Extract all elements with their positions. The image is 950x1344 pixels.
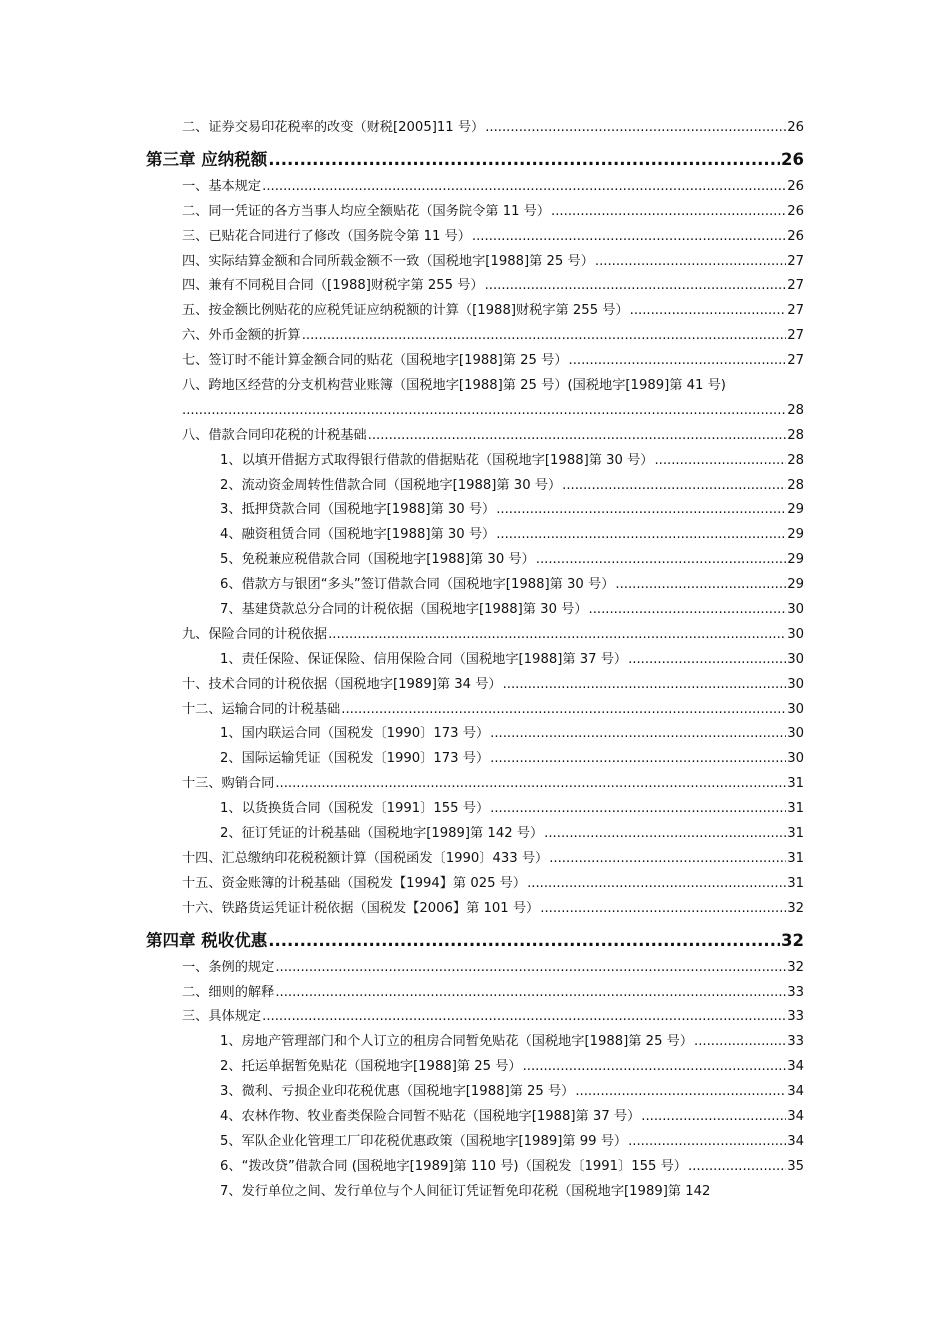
toc-page-number: 30 xyxy=(787,726,804,742)
toc-page-number: 33 xyxy=(787,1034,804,1050)
toc-subentry[interactable] xyxy=(0,1055,950,1080)
toc-entry-title: 一、条例的规定 xyxy=(182,959,275,975)
toc-leader-dots xyxy=(503,673,787,698)
toc-page-number: 28 xyxy=(787,402,804,418)
toc-entry-title: 1、国内联运合同（国税发〔1990〕173 号） xyxy=(220,726,490,742)
toc-entry-title: 1、责任保险、保证保险、信用保险合同（国税地字[1988]第 37 号） xyxy=(220,651,628,667)
toc-entry[interactable] xyxy=(0,349,950,374)
toc-page-number: 27 xyxy=(787,328,804,344)
toc-page-number: 27 xyxy=(787,353,804,369)
toc-entry-title: 三、具体规定 xyxy=(182,1009,262,1025)
toc-page-number: 34 xyxy=(787,1108,804,1124)
toc-page-number: 27 xyxy=(787,253,804,269)
toc-entry-title: 六、外币金额的折算 xyxy=(182,328,301,344)
toc-entry-title: 十三、购销合同 xyxy=(182,776,275,792)
toc-entry-title: 6、借款方与银团“多头”签订借款合同（国税地字[1988]第 30 号） xyxy=(220,577,615,593)
toc-leader-dots xyxy=(328,623,786,648)
toc-leader-dots xyxy=(268,926,780,956)
toc-entry-title: 7、基建贷款总分合同的计税依据（国税地字[1988]第 30 号） xyxy=(220,602,588,618)
toc-entry[interactable] xyxy=(0,175,950,200)
toc-entry-title: 3、微利、亏损企业印花税优惠（国税地字[1988]第 25 号） xyxy=(220,1084,575,1100)
toc-entry-title: 十四、汇总缴纳印花税税额计算（国税函发〔1990〕433 号） xyxy=(182,850,549,866)
toc-entry-title: 八、借款合同印花税的计税基础 xyxy=(182,427,367,443)
toc-leader-dots xyxy=(485,116,786,141)
toc-page-number: 34 xyxy=(787,1133,804,1149)
toc-entry-title: 五、按金额比例贴花的应税凭证应纳税额的计算（[1988]财税字第 255 号） xyxy=(182,303,629,319)
toc-page-number: 30 xyxy=(787,676,804,692)
toc-entry[interactable] xyxy=(0,772,950,797)
toc-leader-dots xyxy=(275,772,786,797)
toc-entry-title: 4、农林作物、牧业畜类保险合同暂不贴花（国税地字[1988]第 37 号） xyxy=(220,1108,641,1124)
toc-entry-title: 十五、资金账簿的计税基础（国税发【1994】第 025 号） xyxy=(182,875,527,891)
toc-entry-title: 二、细则的解释 xyxy=(182,984,275,1000)
toc-leader-dots xyxy=(628,648,786,673)
toc-leader-dots xyxy=(341,698,786,723)
toc-entry-title: 2、国际运输凭证（国税发〔1990〕173 号） xyxy=(220,751,490,767)
toc-entry-wrapped-title[interactable] xyxy=(0,374,950,399)
toc-leader-dots xyxy=(485,274,787,299)
toc-leader-dots xyxy=(262,1005,786,1030)
toc-page-number: 31 xyxy=(787,875,804,891)
toc-subentry[interactable] xyxy=(0,598,950,623)
toc-page-number: 29 xyxy=(787,552,804,568)
toc-subentry[interactable] xyxy=(0,747,950,772)
toc-page-number: 28 xyxy=(787,427,804,443)
toc-entry[interactable] xyxy=(0,981,950,1006)
toc-page-number: 33 xyxy=(787,1009,804,1025)
toc-entry[interactable] xyxy=(0,872,950,897)
toc-leader-dots xyxy=(549,847,786,872)
toc-entry-title: 1、以货换货合同（国税发〔1991〕155 号） xyxy=(220,801,490,817)
toc-entry-title: 7、发行单位之间、发行单位与个人间征订凭证暂免印花税（国税地字[1989]第 142 xyxy=(220,1183,711,1199)
toc-page-number: 26 xyxy=(787,178,804,194)
toc-entry[interactable] xyxy=(0,698,950,723)
toc-entry[interactable] xyxy=(0,1005,950,1030)
toc-entry-title: 1、房地产管理部门和个人订立的租房合同暂免贴花（国税地字[1988]第 25 号） xyxy=(220,1034,694,1050)
toc-leader-dots xyxy=(540,897,786,922)
toc-leader-dots xyxy=(527,872,786,897)
toc-entry-title: 十六、铁路货运凭证计税依据（国税发【2006】第 101 号） xyxy=(182,900,540,916)
toc-entry-title: 十二、运输合同的计税基础 xyxy=(182,701,341,717)
toc-leader-dots xyxy=(490,797,786,822)
toc-leader-dots xyxy=(544,822,786,847)
toc-entry[interactable] xyxy=(0,116,950,141)
toc-leader-dots xyxy=(523,1055,787,1080)
toc-subentry[interactable] xyxy=(0,573,950,598)
toc-entry-title: 四、兼有不同税目合同（[1988]财税字第 255 号） xyxy=(182,278,484,294)
toc-entry-title: 1、以填开借据方式取得银行借款的借据贴花（国税地字[1988]第 30 号） xyxy=(220,452,654,468)
toc-page-number: 27 xyxy=(787,303,804,319)
toc-page-number: 29 xyxy=(787,577,804,593)
toc-leader-dots xyxy=(562,474,786,499)
toc-subentry[interactable] xyxy=(0,822,950,847)
toc-entry-title: 四、实际结算金额和合同所载金额不一致（国税地字[1988]第 25 号） xyxy=(182,253,594,269)
toc-page-number: 30 xyxy=(787,751,804,767)
toc-page-number: 34 xyxy=(787,1084,804,1100)
table-of-contents xyxy=(0,116,950,1205)
toc-page-number: 30 xyxy=(787,626,804,642)
toc-entry-title: 一、基本规定 xyxy=(182,178,262,194)
toc-entry[interactable] xyxy=(0,623,950,648)
toc-entry[interactable] xyxy=(0,424,950,449)
toc-leader-dots xyxy=(615,573,786,598)
toc-page-number: 32 xyxy=(787,900,804,916)
toc-page-number: 30 xyxy=(787,701,804,717)
toc-leader-dots xyxy=(551,200,786,225)
toc-page-number: 30 xyxy=(787,602,804,618)
toc-page-number: 27 xyxy=(787,278,804,294)
toc-page-number: 26 xyxy=(787,120,804,135)
toc-entry-title: 5、免税兼应税借款合同（国税地字[1988]第 30 号） xyxy=(220,552,535,568)
toc-entry[interactable] xyxy=(0,250,950,275)
toc-entry-title: 3、抵押贷款合同（国税地字[1988]第 30 号） xyxy=(220,502,496,518)
toc-leader-dots xyxy=(275,981,786,1006)
toc-page-number: 26 xyxy=(787,228,804,244)
toc-entry-title: 二、证券交易印花税率的改变（财税[2005]11 号） xyxy=(182,120,485,135)
toc-page-number: 30 xyxy=(787,651,804,667)
toc-leader-dots xyxy=(182,399,786,424)
toc-page-number: 26 xyxy=(781,149,804,169)
toc-page-number: 26 xyxy=(787,203,804,219)
toc-page-number: 33 xyxy=(787,984,804,1000)
toc-entry[interactable] xyxy=(0,200,950,225)
toc-subentry[interactable] xyxy=(0,474,950,499)
toc-leader-dots xyxy=(589,598,787,623)
toc-subentry[interactable] xyxy=(0,1080,950,1105)
toc-entry-title: 6、“拨改贷”借款合同 (国税地字[1989]第 110 号)（国税发〔1991〕155 号） xyxy=(220,1158,687,1174)
toc-leader-dots xyxy=(569,349,787,374)
toc-subentry[interactable] xyxy=(0,1030,950,1055)
toc-leader-dots xyxy=(641,1105,786,1130)
toc-subentry[interactable] xyxy=(0,797,950,822)
toc-entry-title: 七、签订时不能计算金额合同的贴花（国税地字[1988]第 25 号） xyxy=(182,353,568,369)
toc-subentry[interactable] xyxy=(0,548,950,573)
toc-entry[interactable] xyxy=(0,324,950,349)
toc-chapter-title: 第四章 税收优惠 xyxy=(146,930,268,950)
toc-entry[interactable] xyxy=(0,956,950,981)
toc-entry-title: 二、同一凭证的各方当事人均应全额贴花（国务院令第 11 号） xyxy=(182,203,551,219)
toc-page-number: 28 xyxy=(787,477,804,493)
toc-leader-dots xyxy=(595,250,786,275)
toc-subentry[interactable] xyxy=(0,722,950,747)
toc-page-number: 29 xyxy=(787,527,804,543)
toc-leader-dots xyxy=(268,145,780,175)
toc-leader-dots xyxy=(490,747,786,772)
toc-entry-title: 5、军队企业化管理工厂印花税优惠政策（国税地字[1989]第 99 号） xyxy=(220,1133,628,1149)
toc-entry-title: 三、已贴花合同进行了修改（国务院令第 11 号） xyxy=(182,228,471,244)
toc-entry[interactable] xyxy=(0,897,950,922)
toc-page-number: 29 xyxy=(787,502,804,518)
toc-leader-dots xyxy=(490,722,786,747)
toc-page-number: 31 xyxy=(787,826,804,842)
toc-page-number: 31 xyxy=(787,776,804,792)
toc-subentry[interactable] xyxy=(0,648,950,673)
toc-entry-title: 十、技术合同的计税依据（国税地字[1989]第 34 号） xyxy=(182,676,502,692)
toc-leader-dots xyxy=(688,1155,786,1180)
toc-chapter-title: 第三章 应纳税额 xyxy=(146,149,268,169)
toc-subentry[interactable] xyxy=(0,449,950,474)
toc-leader-dots xyxy=(694,1030,786,1055)
toc-leader-dots xyxy=(472,225,786,250)
toc-page-number: 31 xyxy=(787,850,804,866)
toc-entry-title: 九、保险合同的计税依据 xyxy=(182,626,328,642)
toc-chapter-heading[interactable] xyxy=(0,145,950,175)
toc-leader-dots xyxy=(302,324,787,349)
toc-page-number: 31 xyxy=(787,801,804,817)
toc-entry[interactable] xyxy=(0,274,950,299)
toc-subentry-wrapped-title[interactable] xyxy=(0,1180,950,1205)
toc-page-number: 34 xyxy=(787,1059,804,1075)
toc-subentry[interactable] xyxy=(0,1155,950,1180)
toc-page-number: 32 xyxy=(787,959,804,975)
toc-leader-dots xyxy=(628,1130,786,1155)
toc-leader-dots xyxy=(496,498,786,523)
toc-subentry[interactable] xyxy=(0,523,950,548)
toc-leader-dots xyxy=(368,424,787,449)
toc-leader-dots xyxy=(275,956,786,981)
toc-leader-dots xyxy=(536,548,786,573)
toc-entry[interactable] xyxy=(0,847,950,872)
toc-page-number: 28 xyxy=(787,452,804,468)
toc-entry-title: 2、流动资金周转性借款合同（国税地字[1988]第 30 号） xyxy=(220,477,562,493)
toc-subentry[interactable] xyxy=(0,1105,950,1130)
toc-leader-dots xyxy=(496,523,786,548)
toc-leader-dots xyxy=(575,1080,786,1105)
toc-entry-title: 2、征订凭证的计税基础（国税地字[1989]第 142 号） xyxy=(220,826,544,842)
toc-page-number: 32 xyxy=(781,930,804,950)
toc-entry[interactable] xyxy=(0,299,950,324)
toc-leader-dots xyxy=(630,299,787,324)
toc-leader-dots xyxy=(654,449,786,474)
toc-entry-title: 2、托运单据暂免贴花（国税地字[1988]第 25 号） xyxy=(220,1059,522,1075)
toc-page-number: 35 xyxy=(787,1158,804,1174)
toc-leader-dots xyxy=(262,175,786,200)
toc-entry-title: 4、融资租赁合同（国税地字[1988]第 30 号） xyxy=(220,527,496,543)
toc-subentry[interactable] xyxy=(0,1130,950,1155)
toc-chapter-heading[interactable] xyxy=(0,926,950,956)
toc-entry[interactable] xyxy=(0,225,950,250)
toc-entry-continuation[interactable] xyxy=(0,399,950,424)
toc-entry-title: 八、跨地区经营的分支机构营业账簿（国税地字[1988]第 25 号）(国税地字[1989]第 41 号) xyxy=(182,378,726,394)
toc-subentry[interactable] xyxy=(0,498,950,523)
toc-entry[interactable] xyxy=(0,673,950,698)
